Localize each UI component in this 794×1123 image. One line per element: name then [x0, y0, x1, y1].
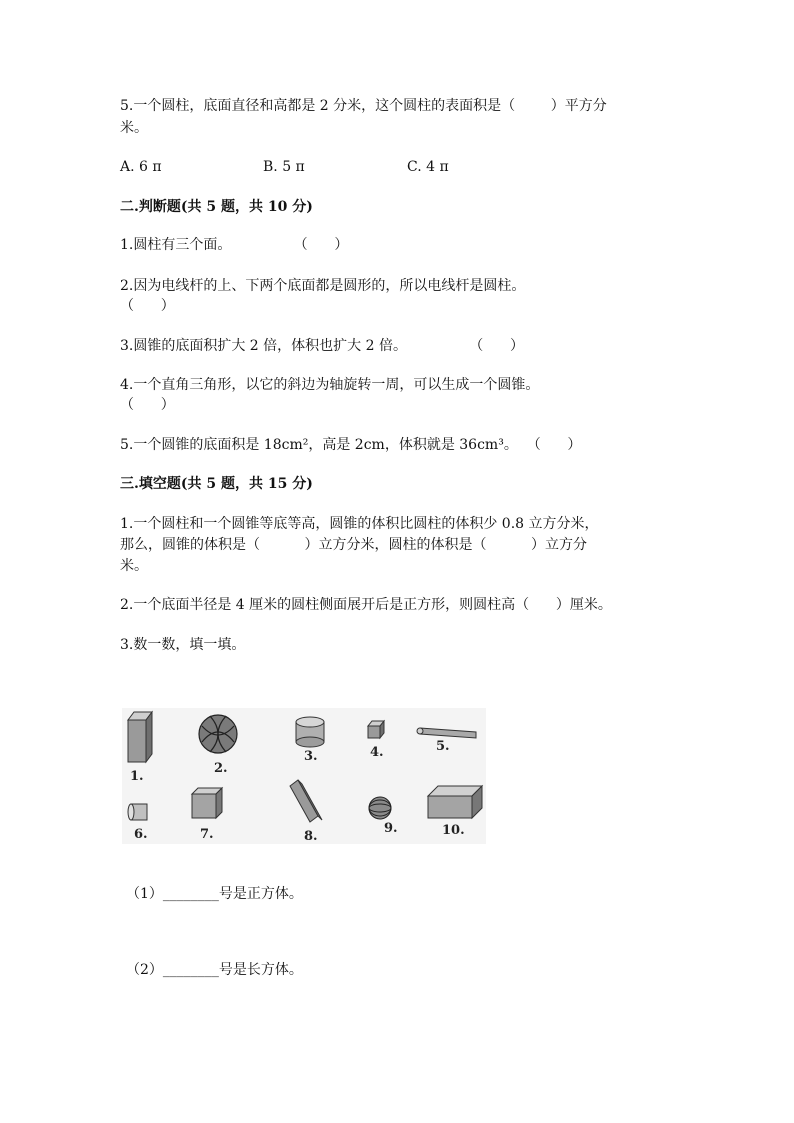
option-c: C. 4 π: [407, 159, 449, 175]
figure-label-6: 6.: [134, 827, 148, 842]
shape-4-cube-icon: [368, 721, 384, 738]
question-1: 1.一个圆柱和一个圆锥等底等高，圆锥的体积比圆柱的体积少 0.8 立方分米，: [120, 516, 599, 532]
question-3: 3.圆锥的底面积扩大 2 倍，体积也扩大 2 倍。 （ ）: [120, 338, 524, 354]
shape-3-cylinder-icon: [296, 717, 324, 747]
shape-2-ball-icon: [199, 715, 237, 753]
shape-9-ball-icon: [369, 797, 391, 819]
shape-1-prism-icon: [128, 712, 152, 762]
section-title: 三.填空题(共 5 题，共 15 分): [120, 476, 313, 492]
solid-shapes-figure: [122, 708, 486, 844]
option-b: B. 5 π: [263, 159, 305, 175]
question-3: 3.数一数，填一填。: [120, 637, 246, 653]
figure-label-10: 10.: [442, 823, 465, 838]
question-1-end: 米。: [120, 558, 148, 574]
question-2: 2.因为电线杆的上、下两个底面都是圆形的，所以电线杆是圆柱。: [120, 278, 526, 294]
question-1: 1.圆柱有三个面。 （ ）: [120, 237, 349, 253]
figure-label-2: 2.: [214, 761, 228, 776]
question-4: 4.一个直角三角形，以它的斜边为轴旋转一周，可以生成一个圆锥。: [120, 377, 540, 393]
shape-7-cube-icon: [192, 788, 222, 818]
question-text-continued: 米。: [120, 120, 148, 136]
sub-question-2: （2）________号是长方体。: [126, 962, 303, 978]
question-2-blank: （ ）: [120, 298, 175, 314]
question-1-continued: 那么，圆锥的体积是（ ）立方分米，圆柱的体积是（ ）立方分: [120, 537, 588, 553]
question-text: 5.一个圆柱，底面直径和高都是 2 分米，这个圆柱的表面积是（ ）平方分: [120, 98, 607, 114]
figure-label-5: 5.: [436, 739, 450, 754]
option-a: A. 6 π: [120, 159, 162, 175]
figure-label-7: 7.: [200, 827, 214, 842]
sub-question-1: （1）________号是正方体。: [126, 886, 303, 902]
shape-6-cylinder-icon: [128, 804, 147, 820]
shape-10-box-icon: [428, 786, 482, 818]
question-4-blank: （ ）: [120, 397, 175, 413]
section-title: 二.判断题(共 5 题，共 10 分): [120, 199, 313, 215]
figure-label-8: 8.: [304, 829, 318, 844]
figure-label-3: 3.: [304, 749, 318, 764]
question-5: 5.一个圆锥的底面积是 18cm²，高是 2cm，体积就是 36cm³。 （ ）: [120, 437, 582, 453]
figure-label-4: 4.: [370, 745, 384, 760]
figure-label-1: 1.: [130, 769, 144, 784]
question-2: 2.一个底面半径是 4 厘米的圆柱侧面展开后是正方形，则圆柱高（ ）厘米。: [120, 597, 612, 613]
figure-label-9: 9.: [384, 821, 398, 836]
